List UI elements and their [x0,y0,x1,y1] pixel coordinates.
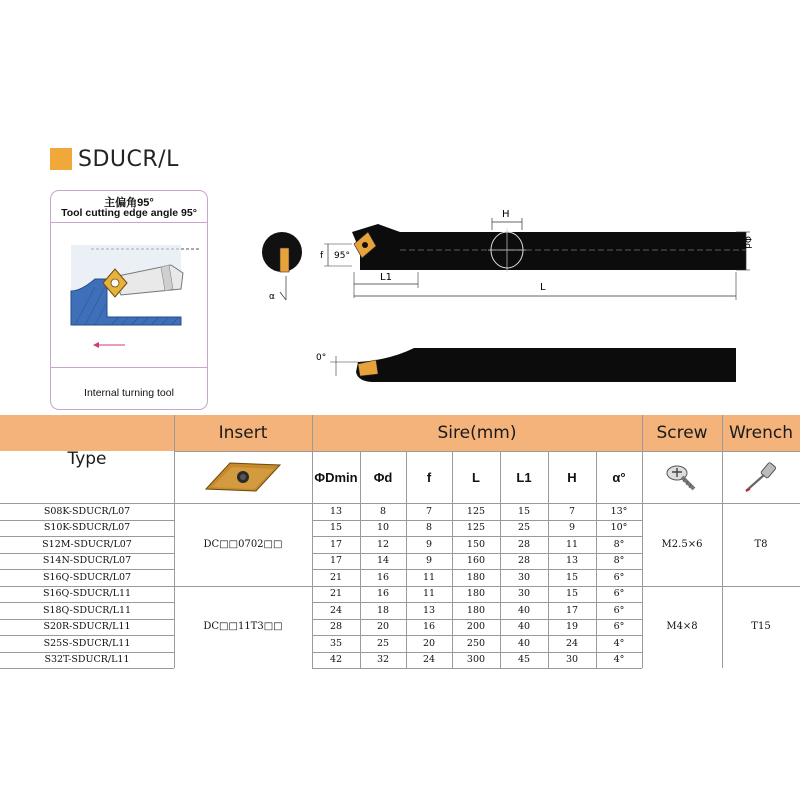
table-row-type: S18Q-SDUCR/L11 [42,604,132,616]
grid-line [174,451,800,452]
table-cell-dmin: 15 [329,522,343,534]
grid-line [642,415,643,668]
phi-d-label: Φd [742,236,752,249]
table-cell-dmin: 17 [329,555,343,567]
table-cell-f: 9 [425,538,433,550]
grid-line [0,569,174,570]
table-cell-dmin: 28 [329,621,343,633]
table-cell-L: 150 [466,538,486,550]
table-cell-H: 9 [568,522,576,534]
table-cell-L: 180 [466,604,486,616]
screw-group-11: M4×8 [666,621,698,632]
size-col-header: L1 [516,469,532,485]
table-row-type: S16Q-SDUCR/L07 [42,571,132,583]
table-cell-dmin: 24 [329,604,343,616]
table-cell-a: 6° [613,604,625,616]
table-cell-L1: 15 [517,505,531,517]
diagram-cn-title: 主偏角95° [104,197,154,209]
table-cell-L: 180 [466,588,486,600]
table-cell-L: 125 [466,505,486,517]
table-row-type: S25S-SDUCR/L11 [43,637,131,649]
grid-line [0,520,174,521]
table-cell-L1: 30 [517,571,531,583]
grid-line [0,586,800,587]
grid-line [312,602,642,603]
insert-image [200,457,286,497]
l-dimension-label: L [540,282,546,293]
size-col-header: L [472,469,480,485]
table-cell-f: 11 [422,571,436,583]
table-row-type: S20R-SDUCR/L11 [43,621,131,633]
cutting-angle-diagram [50,190,208,410]
insert-group-11: DC□□11T3□□ [203,621,283,632]
table-cell-a: 10° [610,522,628,534]
page-title [50,146,179,172]
grid-line [312,668,642,669]
grid-line [312,553,642,554]
grid-line [312,569,642,570]
table-row-type: S10K-SDUCR/L07 [43,522,131,534]
table-cell-L: 180 [466,571,486,583]
grid-line [312,536,642,537]
size-col-header: α° [612,469,626,485]
table-cell-L1: 40 [517,604,531,616]
wrench-icon [742,459,780,495]
table-cell-dmin: 21 [329,588,343,600]
screw-group-07: M2.5×6 [661,538,703,550]
diagram-divider-bottom [51,367,207,368]
table-cell-a: 6° [613,588,625,600]
table-cell-H: 15 [565,571,579,583]
table-cell-L1: 40 [517,637,531,649]
end-view [262,232,302,302]
table-cell-H: 17 [565,604,579,616]
diagram-en-title: Tool cutting edge angle 95° [61,207,197,219]
alpha-label: α [269,292,275,302]
table-row-type: S16Q-SDUCR/L11 [42,588,132,600]
table-cell-dmin: 17 [329,538,343,550]
table-cell-f: 11 [422,588,436,600]
grid-line [312,635,642,636]
type-header: Type [67,449,107,469]
table-cell-d: 25 [376,637,390,649]
table-cell-d: 32 [376,654,390,666]
table-cell-f: 24 [422,654,436,666]
wrench-group-07: T8 [754,538,768,550]
table-cell-H: 11 [565,538,579,550]
title-marker [50,148,72,170]
table-cell-L: 200 [466,621,486,633]
grid-line [0,635,174,636]
angle-95-label: 95° [334,251,350,261]
table-cell-dmin: 13 [329,505,343,517]
zero-angle-label: 0° [316,353,327,363]
size-col-header: f [426,469,432,485]
grid-line [174,415,175,668]
specification-table [0,415,800,668]
table-cell-d: 16 [376,571,390,583]
l1-dimension-label: L1 [380,272,392,283]
turning-tool-illustration [51,225,207,365]
grid-line [0,668,174,669]
grid-line [0,503,800,504]
table-cell-d: 8 [379,505,387,517]
grid-line [0,553,174,554]
diagram-divider-top [51,222,207,223]
grid-line [312,520,642,521]
grid-line [312,652,642,653]
screw-icon [664,461,700,495]
f-dimension-label: f [320,251,324,261]
title-text: SDUCR/L [78,146,179,172]
table-cell-L1: 30 [517,588,531,600]
table-cell-L1: 40 [517,621,531,633]
size-col-header: H [567,469,577,485]
grid-line [0,619,174,620]
table-cell-f: 20 [422,637,436,649]
table-cell-dmin: 21 [329,571,343,583]
table-cell-L1: 25 [517,522,531,534]
h-dimension-label: H [502,209,510,220]
table-cell-a: 8° [613,538,625,550]
grid-line [0,652,174,653]
table-cell-d: 14 [376,555,390,567]
table-cell-f: 8 [425,522,433,534]
table-cell-d: 16 [376,588,390,600]
table-row-type: S12M-SDUCR/L07 [42,538,132,550]
table-cell-L1: 28 [517,538,531,550]
table-cell-H: 13 [565,555,579,567]
table-row-type: S14N-SDUCR/L07 [42,555,132,567]
size-col-header: ΦDmin [314,469,358,485]
table-cell-H: 7 [568,505,576,517]
table-cell-L: 160 [466,555,486,567]
table-cell-d: 10 [376,522,390,534]
table-cell-f: 16 [422,621,436,633]
table-cell-L1: 45 [517,654,531,666]
table-cell-H: 24 [565,637,579,649]
table-cell-a: 8° [613,555,625,567]
table-cell-a: 6° [613,621,625,633]
table-cell-a: 4° [613,654,625,666]
grid-line [0,602,174,603]
insert-header: Insert [218,423,268,443]
table-row-type: S08K-SDUCR/L07 [43,505,131,517]
table-cell-f: 9 [425,555,433,567]
table-cell-H: 19 [565,621,579,633]
screw-header: Screw [656,423,708,443]
table-cell-L: 250 [466,637,486,649]
grid-line [0,536,174,537]
size-header: Sire(mm) [437,423,517,443]
table-cell-dmin: 42 [329,654,343,666]
grid-line [312,415,313,668]
table-cell-L: 300 [466,654,486,666]
table-row-type: S32T-SDUCR/L11 [44,654,130,666]
table-cell-d: 20 [376,621,390,633]
table-cell-f: 13 [422,604,436,616]
diagram-caption: Internal turning tool [84,387,174,399]
table-cell-L1: 28 [517,555,531,567]
table-cell-d: 18 [376,604,390,616]
wrench-group-11: T15 [751,621,771,632]
table-cell-H: 15 [565,588,579,600]
table-cell-dmin: 35 [329,637,343,649]
insert-group-07: DC□□0702□□ [203,538,283,550]
table-cell-a: 4° [613,637,625,649]
bar-top-view [330,348,736,382]
grid-line [722,415,723,668]
size-col-header: Φd [373,469,393,485]
table-cell-d: 12 [376,538,390,550]
table-cell-a: 6° [613,571,625,583]
table-cell-a: 13° [610,505,628,517]
table-cell-H: 30 [565,654,579,666]
table-cell-L: 125 [466,522,486,534]
table-cell-f: 7 [425,505,433,517]
tool-technical-drawing [250,200,770,400]
grid-line [312,619,642,620]
wrench-header: Wrench [728,423,793,443]
bar-side-view [352,224,746,272]
